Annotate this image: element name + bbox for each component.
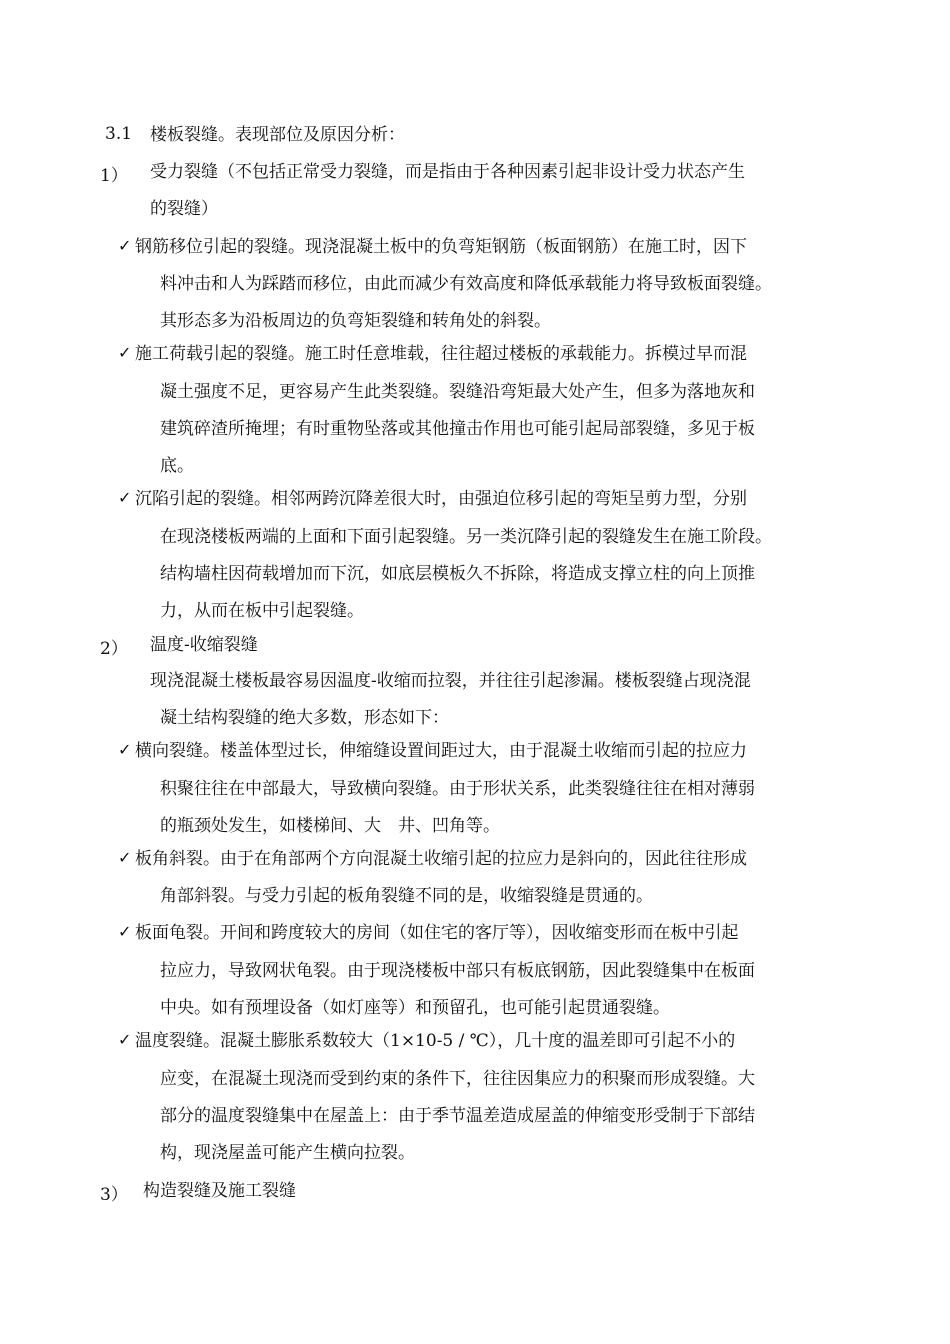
section3-number: 3） (100, 1185, 128, 1205)
heading-text: 楼板裂缝。表现部位及原因分析： (150, 125, 405, 145)
item-2-1-line-3: 的瓶颈处发生，如楼梯间、大 井、凹角等。 (160, 816, 500, 836)
item-2-2-line-2: 角部斜裂。与受力引起的板角裂缝不同的是，收缩裂缝是贯通的。 (160, 886, 653, 906)
section2-title: 温度-收缩裂缝 (150, 635, 258, 655)
item-2-4-line-3: 部分的温度裂缝集中在屋盖上：由于季节温差造成屋盖的伸缩变形受制于下部结 (160, 1106, 755, 1126)
section2-intro-2: 凝土结构裂缝的绝大多数，形态如下： (160, 708, 449, 728)
item-1-2-line-3: 建筑碎渣所掩埋；有时重物坠落或其他撞击作用也可能引起局部裂缝，多见于板 (160, 419, 755, 439)
item-2-1-line-1: 横向裂缝。楼盖体型过长，伸缩缝设置间距过大，由于混凝土收缩而引起的拉应力 (135, 741, 747, 761)
item-1-3-line-4: 力，从而在板中引起裂缝。 (160, 601, 364, 621)
item-2-3-line-3: 中央。如有预埋设备（如灯座等）和预留孔，也可能引起贯通裂缝。 (160, 998, 670, 1018)
check-icon: ✓ (118, 848, 132, 867)
section1-number: 1） (100, 166, 128, 186)
check-icon: ✓ (118, 236, 132, 255)
item-1-2-line-4: 底。 (160, 456, 194, 476)
heading-number: 3.1 (105, 124, 133, 144)
item-2-4-line-2: 应变，在混凝土现浇而受到约束的条件下，往往因集应力的积聚而形成裂缝。大 (160, 1069, 755, 1089)
section2-number: 2） (100, 639, 128, 659)
section1-line-2: 的裂缝） (150, 199, 218, 219)
section1-line-1: 受力裂缝（不包括正常受力裂缝，而是指由于各种因素引起非设计受力状态产生 (150, 162, 745, 182)
item-1-3-line-2: 在现浇楼板两端的上面和下面引起裂缝。另一类沉降引起的裂缝发生在施工阶段。 (160, 527, 772, 547)
item-1-2-line-1: 施工荷载引起的裂缝。施工时任意堆载，往往超过楼板的承载能力。拆模过早而混 (135, 344, 747, 364)
check-icon: ✓ (118, 1030, 132, 1049)
item-1-1-line-2: 料冲击和人为踩踏而移位，由此而减少有效高度和降低承载能力将导致板面裂缝。 (160, 274, 772, 294)
item-1-1-line-3: 其形态多为沿板周边的负弯矩裂缝和转角处的斜裂。 (160, 311, 551, 331)
check-icon: ✓ (118, 922, 132, 941)
section2-intro-1: 现浇混凝土楼板最容易因温度-收缩而拉裂，并往往引起渗漏。楼板裂缝占现浇混 (150, 671, 751, 691)
item-1-3-line-3: 结构墙柱因荷载增加而下沉，如底层模板久不拆除，将造成支撑立柱的向上顶推 (160, 564, 755, 584)
item-1-2-line-2: 凝土强度不足，更容易产生此类裂缝。裂缝沿弯矩最大处产生，但多为落地灰和 (160, 382, 755, 402)
item-2-4-line-4: 构，现浇屋盖可能产生横向拉裂。 (160, 1143, 415, 1163)
check-icon: ✓ (118, 343, 132, 362)
item-2-2-line-1: 板角斜裂。由于在角部两个方向混凝土收缩引起的拉应力是斜向的，因此往往形成 (135, 849, 747, 869)
check-icon: ✓ (118, 488, 132, 507)
check-icon: ✓ (118, 740, 132, 759)
item-2-3-line-1: 板面龟裂。开间和跨度较大的房间（如住宅的客厅等），因收缩变形而在板中引起 (135, 923, 739, 943)
item-2-3-line-2: 拉应力，导致网状龟裂。由于现浇楼板中部只有板底钢筋，因此裂缝集中在板面 (160, 961, 755, 981)
item-1-1-line-1: 钢筋移位引起的裂缝。现浇混凝土板中的负弯矩钢筋（板面钢筋）在施工时，因下 (135, 237, 747, 257)
item-2-4-line-1: 温度裂缝。混凝土膨胀系数较大（1×10-5 / ℃），几十度的温差即可引起不小的 (135, 1031, 736, 1051)
item-2-1-line-2: 积聚往往在中部最大，导致横向裂缝。由于形状关系，此类裂缝往往在相对薄弱 (160, 779, 755, 799)
section3-title: 构造裂缝及施工裂缝 (143, 1181, 296, 1201)
item-1-3-line-1: 沉陷引起的裂缝。相邻两跨沉降差很大时，由强迫位移引起的弯矩呈剪力型，分别 (135, 489, 747, 509)
